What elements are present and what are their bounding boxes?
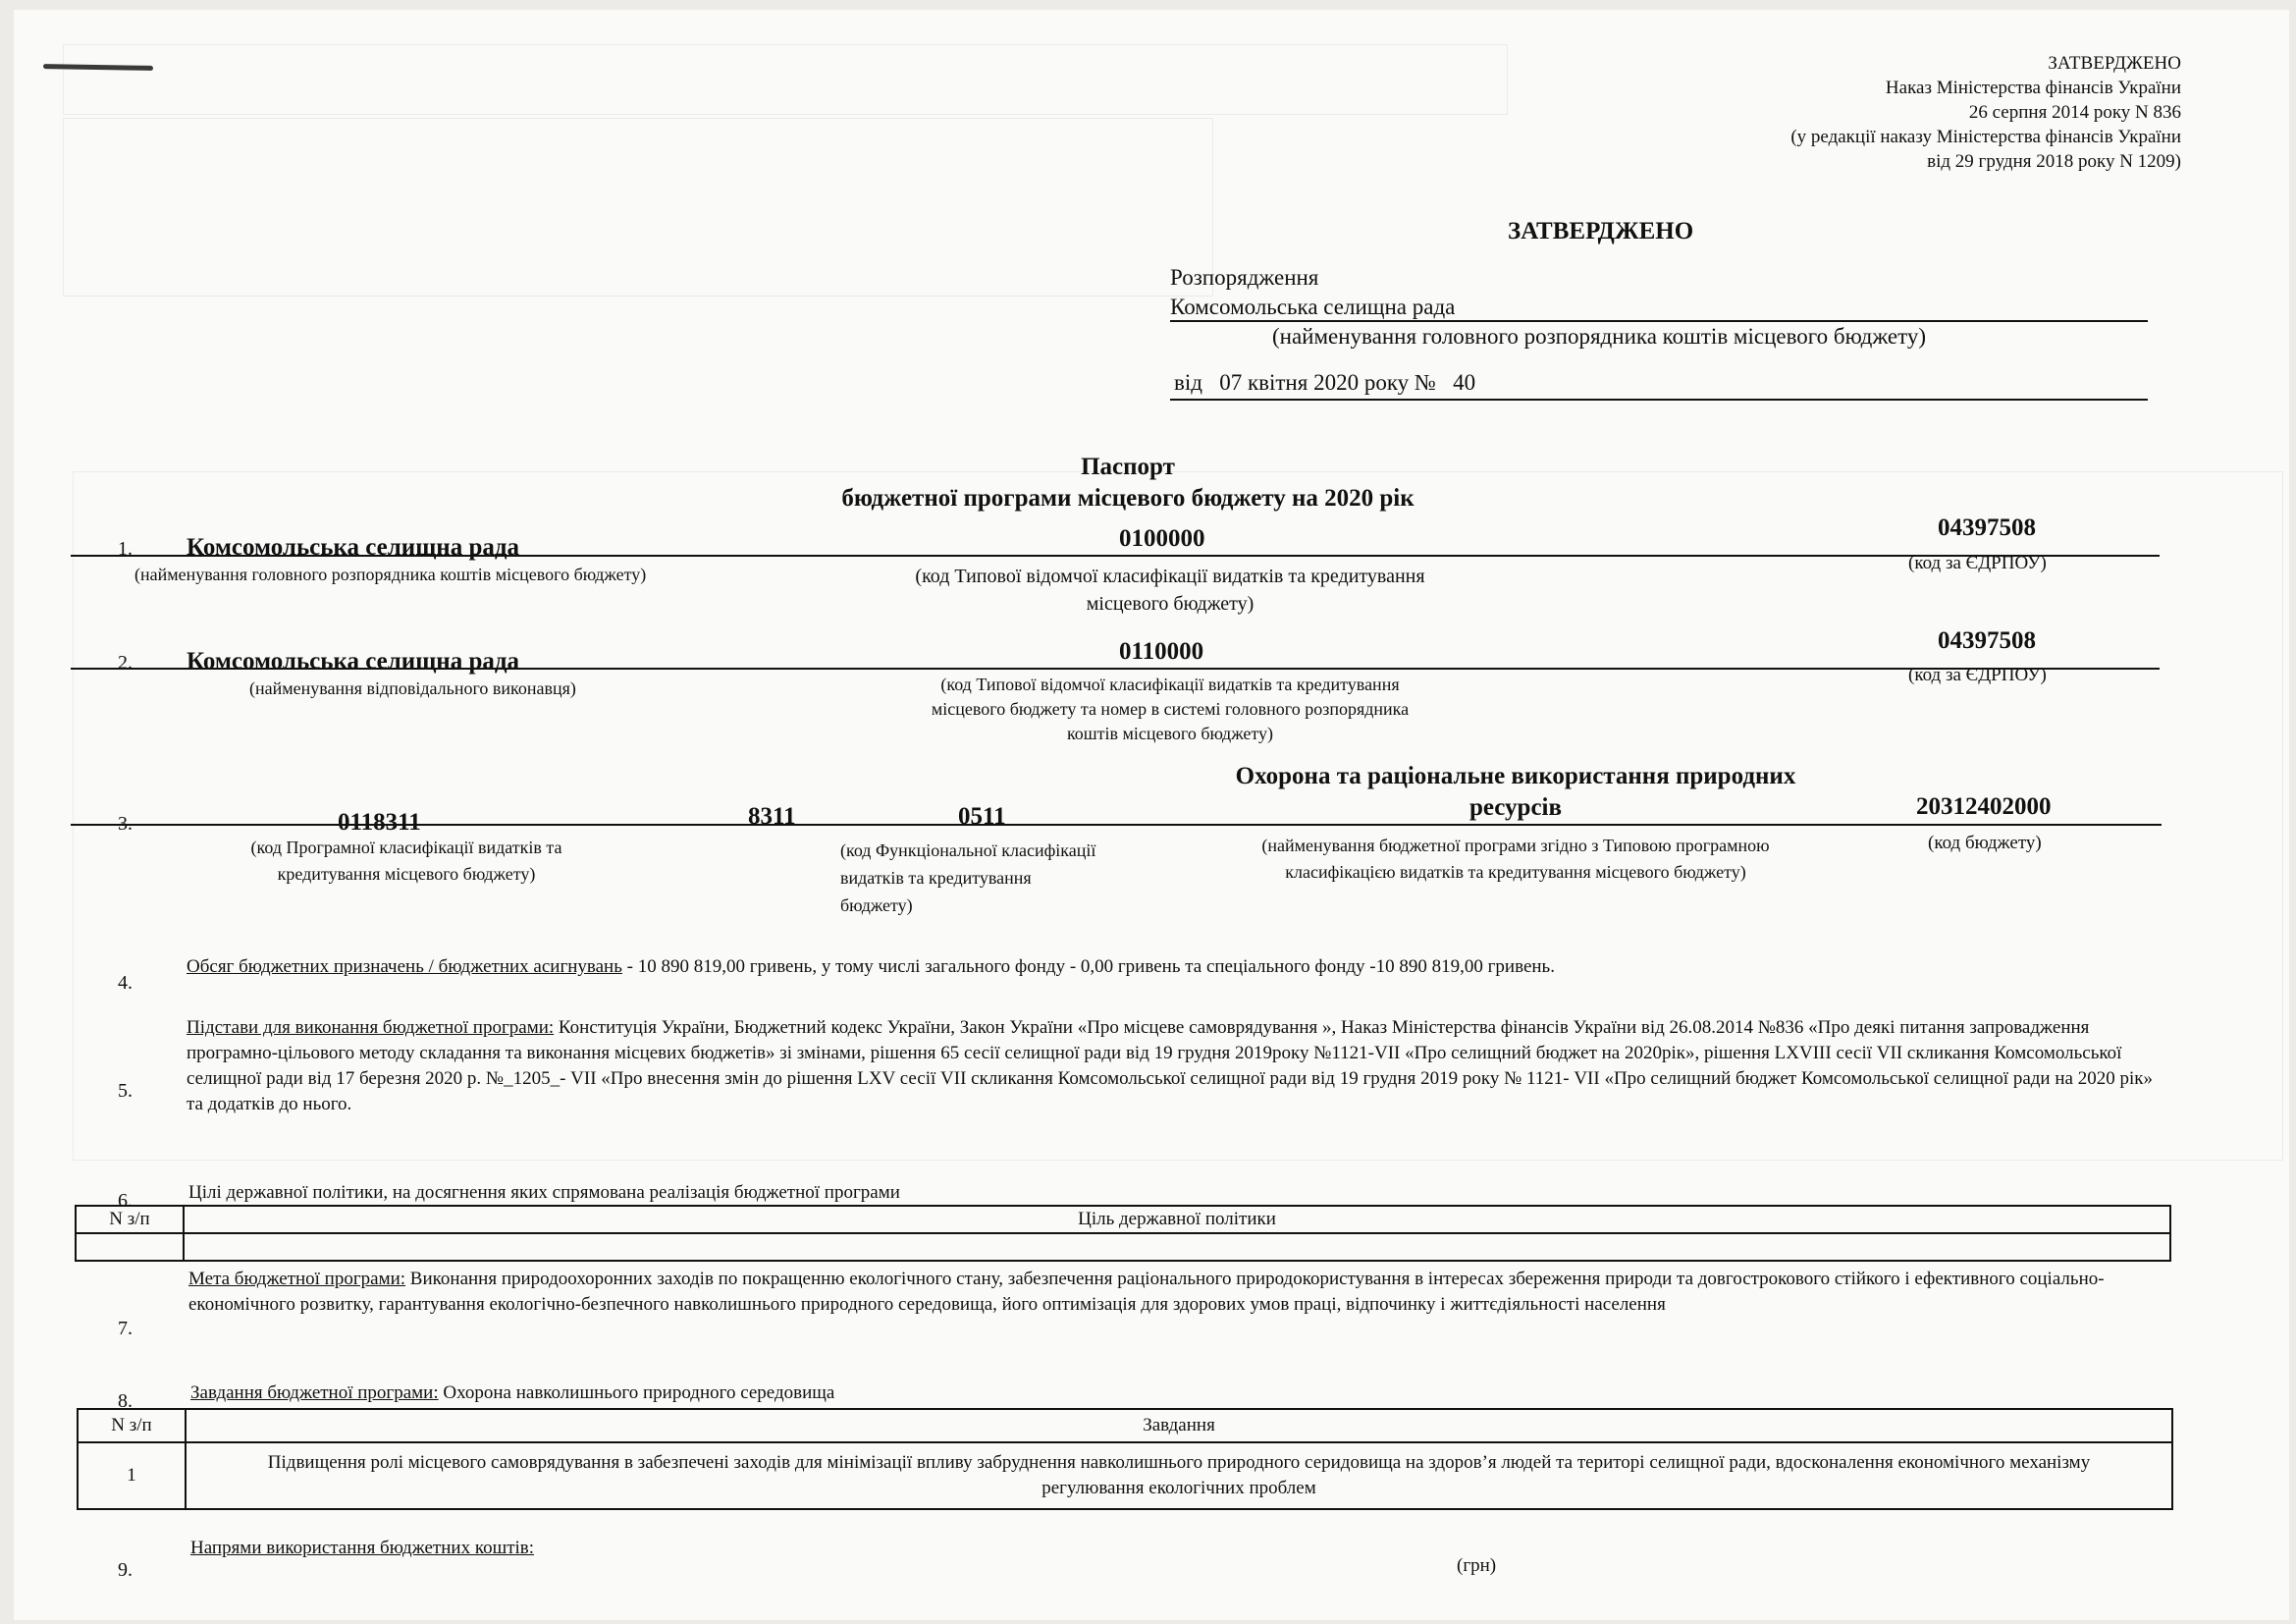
caption-line: кредитування місцевого бюджету)	[277, 864, 536, 884]
decree-label: Розпорядження	[1170, 265, 1319, 290]
approval-authority-caption: (найменування головного розпорядника коштів місцевого бюджету)	[1272, 324, 1927, 349]
caption-line: класифікацією видатків та кредитування місцевого бюджету)	[1285, 862, 1746, 882]
item-3-functional-caption	[840, 837, 1095, 919]
item-4-number: 4.	[118, 972, 133, 994]
item-2-edrpou: 04397508	[1938, 627, 2036, 654]
item-3-typical-code: 8311	[748, 803, 796, 830]
item-2-code: 0110000	[1119, 638, 1204, 665]
item-7-label: Мета бюджетної програми:	[188, 1269, 406, 1289]
approval-heading: ЗАТВЕРДЖЕНО	[1508, 218, 1694, 244]
staple-mark	[43, 64, 153, 71]
underline	[71, 824, 2162, 826]
item-1-code-caption	[840, 563, 1500, 618]
bleed-through-table	[63, 118, 1213, 297]
underline	[1170, 320, 2148, 322]
program-name-line: Охорона та раціональне використання природних	[1235, 763, 1796, 789]
item-1-name: Комсомольська селищна рада	[187, 534, 520, 561]
item-3-program-code: 0118311	[338, 809, 421, 836]
item-6-number: 6.	[118, 1190, 133, 1212]
item-9-number: 9.	[118, 1559, 133, 1581]
item-1-name-caption: (найменування головного розпорядника коштів місцевого бюджету)	[134, 565, 647, 584]
item-1-number: 1.	[118, 538, 133, 560]
tasks-table	[77, 1408, 2173, 1510]
item-5-body: Конституція України, Бюджетний кодекс України, Закон України «Про місцеве самоврядування », Наказ Міністерства фінансів України від 26.08.2014 №836 «Про деякі питання запровадження програмно-цільового методу складання та виконання місцевих бюджетів» зі змінами, рішення 65 сесії селищної ради від 19 грудня 2019року №1121-VII «Про селищний бюджет на 2020рік», рішення LXVIII сесії VII скликання Комсомольської селищної ради від 17 березня 2020 р. №_1205_- VII «Про внесення змін до рішення LXV сесії VII скликання Комсомольської селищної ради від 19 грудня 2019 року № 1121- VII «Про селищний бюджет Комсомольської селищної ради на 2020 рік» та додатків до нього.	[187, 1017, 2153, 1114]
title-line-2: бюджетної програми місцевого бюджету на 2020 рік	[841, 485, 1415, 512]
item-3-program-name-caption	[1192, 833, 1840, 886]
item-8-number: 8.	[118, 1390, 133, 1412]
table-header-row	[78, 1409, 2172, 1442]
date-value: 07 квітня 2020 року №	[1219, 370, 1436, 395]
date-prefix: від	[1174, 370, 1202, 395]
item-5-label: Підстави для виконання бюджетної програми:	[187, 1017, 555, 1038]
item-2-edrpou-caption: (код за ЄДРПОУ)	[1908, 665, 2047, 685]
item-8-body: Охорона навколишнього природного середовища	[438, 1382, 835, 1403]
program-name-line: ресурсів	[1468, 794, 1563, 821]
currency-unit: (грн)	[1457, 1555, 1497, 1576]
bleed-through-table	[63, 44, 1508, 115]
caption-line: видатків та кредитування	[840, 868, 1032, 888]
table-row	[78, 1442, 2172, 1509]
approval-stamp-line: 26 серпня 2014 року N 836	[1968, 102, 2181, 123]
title-line-1: Паспорт	[1081, 454, 1175, 480]
table-row	[76, 1233, 2170, 1261]
table-cell	[76, 1233, 184, 1261]
table-cell-num: 1	[78, 1442, 186, 1509]
caption-line: (найменування бюджетної програми згідно з Типовою програмною	[1261, 836, 1770, 855]
approval-authority: Комсомольська селищна рада	[1170, 295, 1456, 319]
item-5-number: 5.	[118, 1080, 133, 1102]
table-cell-task: Підвищення ролі місцевого самоврядування в забезпечені заходів для мінімізації впливу забруднення навколишнього природного серидовища на здоров’я людей та територі селищної ради, вдосконалення економічного механізму регулювання екологічних проблем	[186, 1442, 2172, 1509]
item-3-budget-code-caption: (код бюджету)	[1928, 833, 2042, 853]
approval-stamp-heading: ЗАТВЕРДЖЕНО	[2048, 53, 2181, 74]
caption-line: (код Типової відомчої класифікації видатків та кредитування	[915, 566, 1425, 587]
approval-date	[1174, 370, 1475, 396]
item-1-edrpou-caption: (код за ЄДРПОУ)	[1908, 553, 2047, 573]
item-1-code: 0100000	[1119, 525, 1205, 552]
item-2-name: Комсомольська селищна рада	[187, 648, 520, 675]
document-page	[14, 10, 2289, 1620]
item-9-label: Напрями використання бюджетних коштів:	[190, 1538, 535, 1558]
item-3-program-name	[1172, 761, 1859, 824]
item-2-number: 2.	[118, 652, 133, 674]
item-3-functional-code: 0511	[958, 803, 1006, 830]
caption-line: коштів місцевого бюджету)	[1066, 724, 1274, 743]
item-7-body: Виконання природоохоронних заходів по покращенню екологічного стану, забезпечення раціонального природокористування в інтересах збереження природи та довгострокового стійкого і ефективного соціально-економічного розвитку, гарантування екологічно-безпечного навколишнього природного середовища, його оптимізація для здорових умов праці, відпочинку і життєдіяльності населення	[188, 1269, 2105, 1315]
item-2-name-caption: (найменування відповідального виконавця)	[249, 678, 576, 698]
item-4-body: - 10 890 819,00 гривень, у тому числі загального фонду - 0,00 гривень та спеціального фонду -10 890 819,00 гривень.	[621, 956, 1555, 977]
caption-line: (код Програмної класифікації видатків та	[250, 838, 562, 857]
column-header-num: N з/п	[78, 1409, 186, 1442]
item-4-text	[187, 956, 1555, 978]
item-5-text	[187, 1015, 2169, 1117]
column-header-goal: Ціль державної політики	[184, 1206, 2170, 1233]
item-3-budget-code: 20312402000	[1916, 793, 2052, 820]
underline	[71, 555, 2160, 557]
item-7-text	[188, 1267, 2171, 1318]
underline	[1170, 399, 2148, 401]
caption-line: місцевого бюджету та номер в системі головного розпорядника	[931, 699, 1410, 719]
item-3-number: 3.	[118, 813, 133, 835]
item-4-label: Обсяг бюджетних призначень / бюджетних асигнувань	[187, 956, 622, 977]
table-header-row	[76, 1206, 2170, 1233]
caption-line: місцевого бюджету)	[1086, 593, 1255, 615]
approval-stamp	[1790, 51, 2181, 174]
item-8-label: Завдання бюджетної програми:	[190, 1382, 439, 1403]
column-header-num: N з/п	[76, 1206, 184, 1233]
caption-line: (код Типової відомчої класифікації видатків та кредитування	[940, 675, 1400, 694]
goals-table	[75, 1205, 2171, 1262]
item-7-number: 7.	[118, 1318, 133, 1339]
item-6-text: Цілі державної політики, на досягнення яких спрямована реалізація бюджетної програми	[188, 1182, 900, 1203]
approval-stamp-line: Наказ Міністерства фінансів України	[1885, 78, 2181, 98]
column-header-task: Завдання	[186, 1409, 2172, 1442]
approval-stamp-line: від 29 грудня 2018 року N 1209)	[1927, 151, 2181, 172]
approval-stamp-line: (у редакції наказу Міністерства фінансів України	[1790, 127, 2181, 147]
item-1-edrpou: 04397508	[1938, 514, 2036, 541]
decree-number: 40	[1453, 370, 1476, 395]
underline	[71, 668, 2160, 670]
caption-line: (код Функціональної класифікації	[840, 840, 1096, 860]
item-3-program-code-caption	[190, 835, 622, 888]
table-cell	[184, 1233, 2170, 1261]
caption-line: бюджету)	[840, 895, 913, 915]
item-8-text	[190, 1382, 834, 1404]
item-2-code-caption	[840, 673, 1500, 746]
